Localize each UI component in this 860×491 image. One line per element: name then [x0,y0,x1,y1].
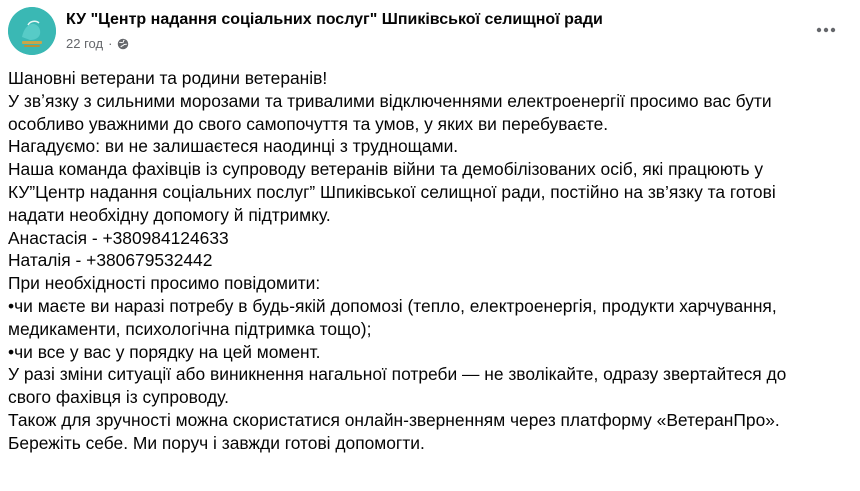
post-line: Наша команда фахівців із супроводу ветеранів війни та демобілізованих осіб, які працюють у [8,159,764,180]
post-line: •чи все у вас у порядку на цей момент. [8,341,321,362]
page-avatar[interactable] [8,7,56,55]
post-line: Також для зручності можна скористатися онлайн-зверненням через платформу «ВетеранПро». [8,409,780,430]
post-line: медикаменти, психологічна підтримка тощо); [8,318,372,339]
post-header [8,6,852,56]
phone-contact-anastasia: Анастасія - +380984124633 [8,227,229,248]
post-line: Нагадуємо: ви не залишаєтеся наодинці з труднощами. [8,136,459,157]
avatar-logo-icon [8,7,56,55]
phone-contact-natalia: Наталія - +380679532442 [8,250,213,271]
more-options-button[interactable] [812,16,840,44]
more-options-icon [816,27,836,33]
post-meta [66,36,129,52]
post-line: свого фахівця із супроводу. [8,387,229,408]
page-name-link[interactable]: КУ "Центр надання соціальних послуг" Шпиківської селищної ради [66,11,603,28]
post-line: При необхідності просимо повідомити: [8,273,321,294]
post-line: •чи маєте ви наразі потребу в будь-якій допомозі (тепло, електроенергія, продукти харчування, [8,295,777,316]
post-body [8,67,848,455]
post-line: особливо уважними до свого самопочуття та умов, у яких ви перебуваєте. [8,113,609,134]
meta-separator: · [108,36,113,51]
post-line: КУ”Центр надання соціальних послуг” Шпиківської селищної ради, постійно на зв’язку та готові [8,181,776,202]
globe-icon[interactable] [117,38,129,50]
post-line: У разі зміни ситуації або виникнення нагальної потреби — не зволікайте, одразу звертайтеся до [8,364,787,385]
post-timestamp[interactable]: 22 год [66,36,104,51]
post-line: Шановні ветерани та родини ветеранів! [8,68,328,88]
post-line: У звʼязку з сильними морозами та тривалими відключеннями електроенергії просимо вас бути [8,90,772,111]
post-line: Бережіть себе. Ми поруч і завжди готові допомогти. [8,432,425,453]
post-line: надати необхідну допомогу й підтримку. [8,204,331,225]
